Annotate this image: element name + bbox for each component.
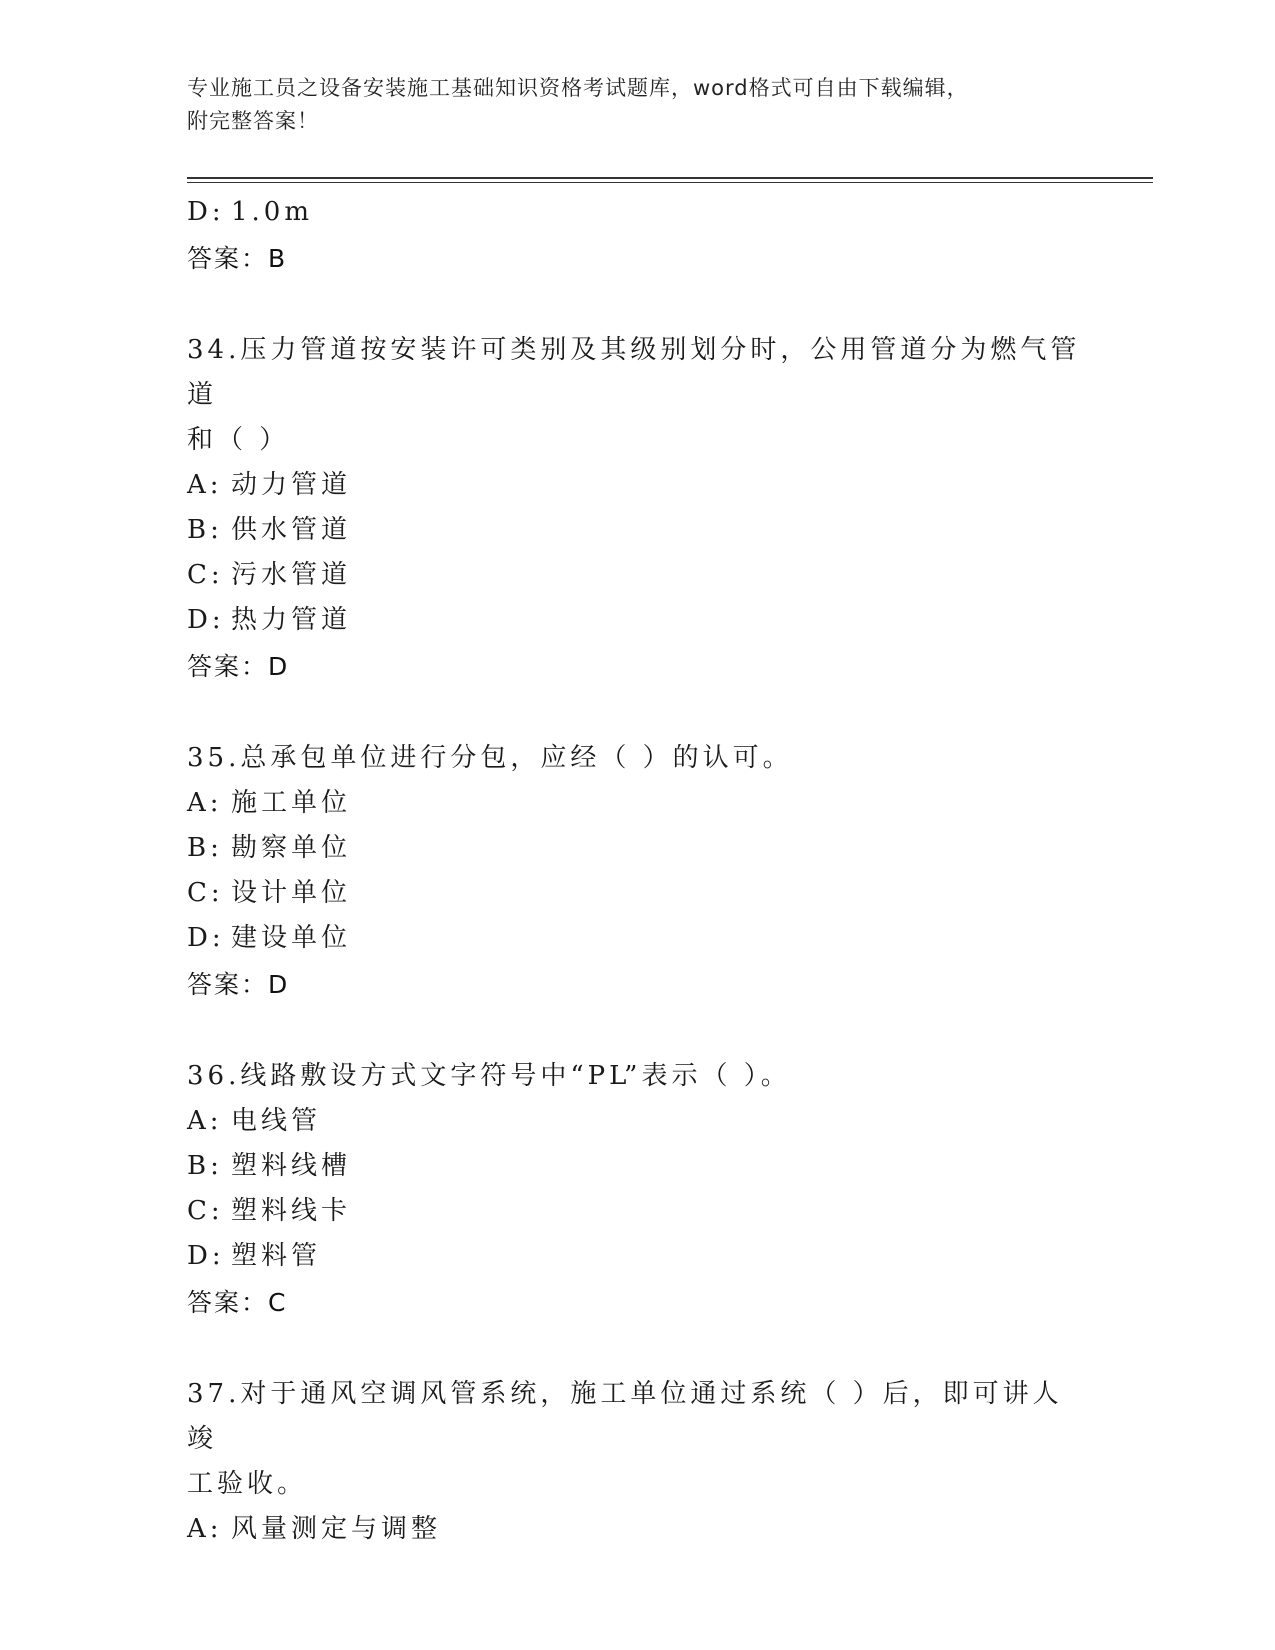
option-text: 供水管道 (231, 515, 352, 545)
question-list (187, 190, 1087, 1552)
option-label: A: (187, 1514, 223, 1544)
option-label: A: (187, 1106, 223, 1136)
question-text-line-1: 35.总承包单位进行分包，应经（ ）的认可。 (187, 743, 793, 773)
option-label: C: (187, 1196, 224, 1226)
header-divider-thin (187, 182, 1153, 183)
option-label: C: (187, 878, 224, 908)
option-label: D: (187, 197, 225, 227)
option-text: 塑料线卡 (231, 1196, 352, 1226)
question-text-line-1: 36.线路敷设方式文字符号中“PL”表示（ ）。 (187, 1061, 791, 1091)
option-text: 设计单位 (231, 878, 352, 908)
option-text: 污水管道 (231, 560, 352, 590)
option-d (187, 598, 1087, 643)
option-label: A: (187, 470, 223, 500)
option-d (187, 190, 1087, 235)
option-text: 热力管道 (231, 605, 352, 635)
option-b (187, 826, 1087, 871)
question-34 (187, 328, 1087, 690)
header-line-1: 专业施工员之设备安装施工基础知识资格考试题库，word格式可自由下载编辑， (187, 76, 969, 100)
answer-line: 答案：C (187, 1288, 288, 1317)
option-c (187, 553, 1087, 598)
question-text-line-1: 37.对于通风空调风管系统，施工单位通过系统（ ）后，即可讲人竣 (187, 1379, 1063, 1454)
option-text: 塑料管 (231, 1241, 322, 1271)
option-text: 勘察单位 (231, 833, 352, 863)
option-label: D: (187, 1241, 225, 1271)
option-c (187, 1189, 1087, 1234)
option-label: A: (187, 788, 223, 818)
option-b (187, 508, 1087, 553)
option-text: 风量测定与调整 (231, 1514, 442, 1544)
answer-line: 答案：D (187, 652, 290, 681)
option-a (187, 1507, 1087, 1552)
question-36 (187, 1054, 1087, 1326)
option-label: B: (187, 1151, 223, 1181)
answer-line: 答案：B (187, 244, 288, 273)
option-a (187, 1099, 1087, 1144)
option-text: 建设单位 (231, 923, 352, 953)
question-37 (187, 1372, 1087, 1552)
option-b (187, 1144, 1087, 1189)
option-text: 电线管 (231, 1106, 322, 1136)
option-text: 塑料线槽 (231, 1151, 352, 1181)
option-label: D: (187, 605, 225, 635)
question-35 (187, 736, 1087, 1008)
header-line-2: 附完整答案！ (187, 109, 319, 133)
option-label: B: (187, 515, 223, 545)
option-text: 动力管道 (231, 470, 352, 500)
question-text-line-2: 工验收。 (187, 1469, 308, 1499)
option-a (187, 781, 1087, 826)
option-a (187, 463, 1087, 508)
option-label: C: (187, 560, 224, 590)
header-divider (187, 177, 1153, 179)
option-text: 1.0m (231, 197, 314, 227)
option-label: B: (187, 833, 223, 863)
option-c (187, 871, 1087, 916)
option-d (187, 1234, 1087, 1279)
question-text-line-2: 和（ ） (187, 425, 290, 455)
answer-line: 答案：D (187, 970, 290, 999)
option-label: D: (187, 923, 225, 953)
document-header (187, 72, 1067, 138)
question-text-line-1: 34.压力管道按安装许可类别及其级别划分时，公用管道分为燃气管道 (187, 335, 1081, 410)
option-d (187, 916, 1087, 961)
option-text: 施工单位 (231, 788, 352, 818)
